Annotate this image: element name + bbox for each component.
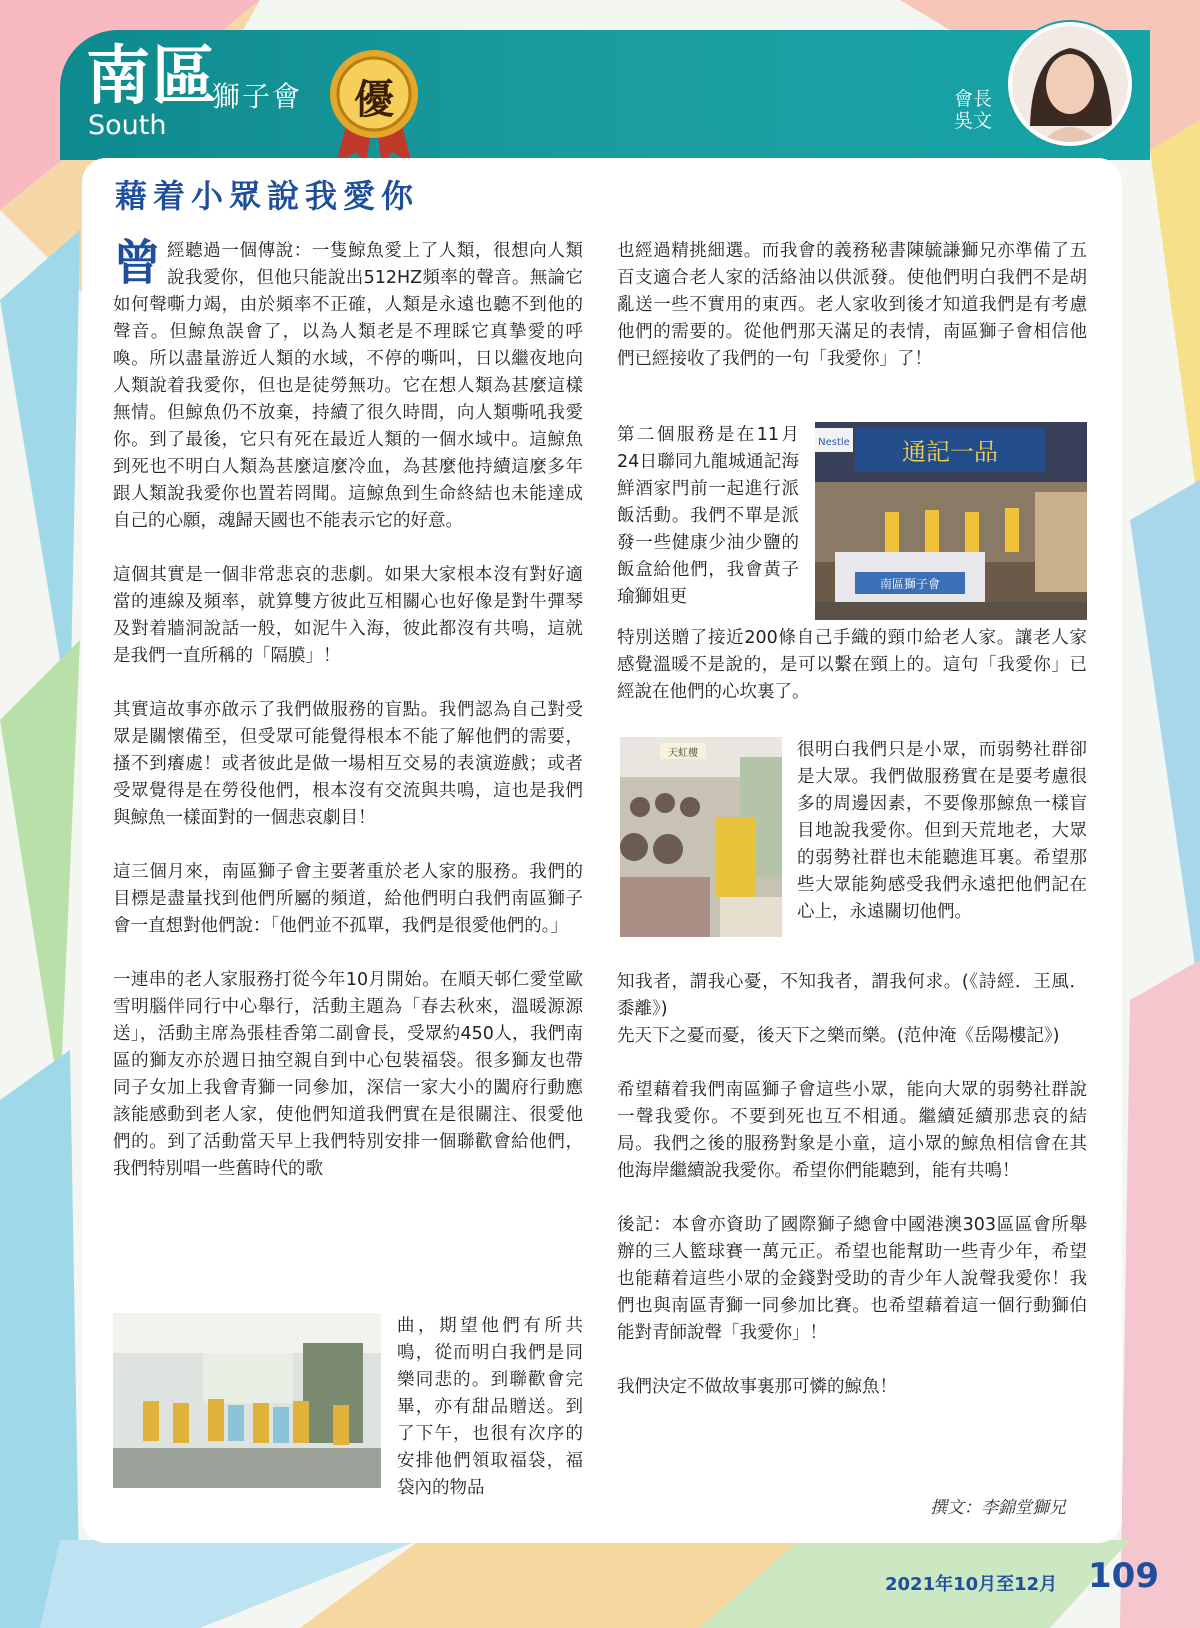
group-photo-center	[113, 1313, 381, 1488]
role-title: 會長	[953, 88, 992, 110]
table-banner: 南區獅子會	[879, 577, 941, 591]
paragraph-wrap: 第二個服務是在11月24日聯同九龍城通記海鮮酒家門前一起進行派飯活動。我們不單是派發一些健康少油少鹽的飯盒給他們，我會黃子瑜獅姐更	[617, 425, 799, 607]
restaurant-sign: 通記一品	[902, 438, 998, 466]
section-title: 南區	[86, 40, 218, 114]
brand-label: Nestle	[818, 437, 850, 448]
president-name: 吳文	[953, 110, 992, 132]
paragraph: 後記：本會亦資助了國際獅子總會中國港澳303區區會所舉辦的三人籃球賽一萬元正。希望也能幫助一些青少年，希望也能藉着這些小眾的金錢對受助的青少年人說聲我愛你！我們也與南區青獅一同參加比賽。也希望藉着這一個行動獅伯能對青師說聲「我愛你」！	[617, 1215, 1087, 1343]
restaurant-photo	[815, 422, 1087, 620]
paragraph-wrap: 很明白我們只是小眾，而弱勢社群卻是大眾。我們做服務實在是要考慮很多的周邊因素，不要像那鯨魚一樣盲目地說我愛你。但到天荒地老，大眾的弱勢社群也未能聽進耳裏。希望那些大眾能夠感受我們永遠把他們記在心上，永遠關切他們。	[797, 740, 1087, 922]
paragraph: 這個其實是一個非常悲哀的悲劇。如果大家根本沒有對好適當的連線及頻率，就算雙方彼此互相關心也好像是對牛彈琴及對着牆洞說話一般，如泥牛入海，彼此都沒有共鳴，這就是我們一直所稱的「隔膜」！	[113, 565, 583, 666]
paragraph: 其實這故事亦啟示了我們做服務的盲點。我們認為自己對受眾是關懷備至，但受眾可能覺得根本不能了解他們的需要，搔不到癢處！或者彼此是做一場相互交易的表演遊戲；或者受眾覺得是在勞役他們，根本沒有交流與共鳴，這也是我們與鯨魚一樣面對的一個悲哀劇目！	[113, 700, 583, 828]
president-avatar	[1008, 22, 1132, 146]
paragraph	[113, 235, 583, 535]
right-column-lower	[617, 969, 1087, 1428]
paragraph: 希望藉着我們南區獅子會這些小眾，能向大眾的弱勢社群說一聲我愛你。不要到死也互不相通。繼續延續那悲哀的結局。我們之後的服務對象是小童，這小眾的鯨魚相信會在其他海岸繼續說我愛你。希望你們能聽到，能有共鳴！	[617, 1080, 1087, 1181]
page-number: 109	[1088, 1556, 1159, 1596]
issue-date: 2021年10月至12月	[885, 1574, 1058, 1595]
section-title-english: South	[88, 110, 167, 141]
paragraph: 我們決定不做故事裏那可憐的鯨魚！	[617, 1377, 897, 1397]
paragraph: 特別送贈了接近200條自己手織的頸巾給老人家。讓老人家感覺溫暖不是說的，是可以繫在頸上的。這句「我愛你」已經說在他們的心坎裏了。	[617, 628, 1087, 702]
paragraph-wrap: 曲，期望他們有所共鳴，從而明白我們是同樂同悲的。到聯歡會完畢，亦有甜品贈送。到了下午，也很有次序的安排他們領取福袋，福袋內的物品	[397, 1316, 583, 1498]
left-column	[113, 235, 583, 1183]
president-label	[950, 88, 996, 132]
paragraph: 也經過精挑細選。而我會的義務秘書陳毓謙獅兄亦準備了五百支適合老人家的活絡油以供派發。使他們明白我們不是胡亂送一些不實用的東西。老人家收到後才知道我們是有考慮他們的需要的。從他們那天滿足的表情，南區獅子會相信他們已經接收了我們的一句「我愛你」了！	[617, 241, 1087, 369]
author-credit: 撰文：李錦堂獅兄	[930, 1498, 1066, 1518]
quote-line: 先天下之憂而憂，後天下之樂而樂。(范仲淹《岳陽樓記》)	[617, 1026, 1060, 1046]
quote	[617, 969, 1087, 1023]
paragraph: 一連串的老人家服務打從今年10月開始。在順天邨仁愛堂歐雪明腦伴同行中心舉行，活動主題為「春去秋來，溫暖源源送」，活動主席為張桂香第二副會長，受眾約450人，我們南區的獅友亦於週日抽空親自到中心包裝福袋。很多獅友也帶同子女加上我會青獅一同參加，深信一家大小的闔府行動應該能感動到老人家，使他們知道我們實在是很關注、很愛他們的。到了活動當天早上我們特別安排一個聯歡會給他們，我們特別唱一些舊時代的歌	[113, 970, 583, 1179]
right-column	[617, 238, 1087, 400]
paragraph: 這三個月來，南區獅子會主要著重於老人家的服務。我們的目標是盡量找到他們所屬的頻道，給他們明白我們南區獅子會一直想對他們說：「他們並不孤單，我們是很愛他們的。」	[113, 862, 583, 936]
drop-cap: 曾	[113, 235, 162, 291]
paragraph-text: 經聽過一個傳說：一隻鯨魚愛上了人類，很想向人類說我愛你，但他只能說出512HZ頻率的聲音。無論它如何聲嘶力竭，由於頻率不正確，人類是永遠也聽不到他的聲音。但鯨魚誤會了，以為人類老是不理睬它真摯愛的呼喚。所以盡量游近人類的水域，不停的嘶叫，日以繼夜地向人類說着我愛你，但也是徒勞無功。它在想人類為甚麼這樣無情。但鯨魚仍不放棄，持續了很久時間，向人類嘶吼我愛你。到了最後，它只有死在最近人類的一個水域中。這鯨魚到死也不明白人類為甚麼這麼冷血，為甚麼他持續這麼多年跟人類說我愛你也置若罔聞。這鯨魚到生命終結也未能達成自己的心願，魂歸天國也不能表示它的好意。	[113, 241, 583, 531]
building-sign: 天虹樓	[668, 748, 698, 759]
elderly-queue-photo	[620, 737, 782, 937]
quote	[617, 1023, 1087, 1050]
quote-line: 知我者，謂我心憂，不知我者，謂我何求。(《詩經．王風．黍離》)	[617, 972, 1087, 1019]
medal-label: 優	[354, 76, 394, 123]
article-headline: 藉着小眾說我愛你	[115, 177, 420, 215]
section-subtitle: 獅子會	[212, 80, 303, 113]
